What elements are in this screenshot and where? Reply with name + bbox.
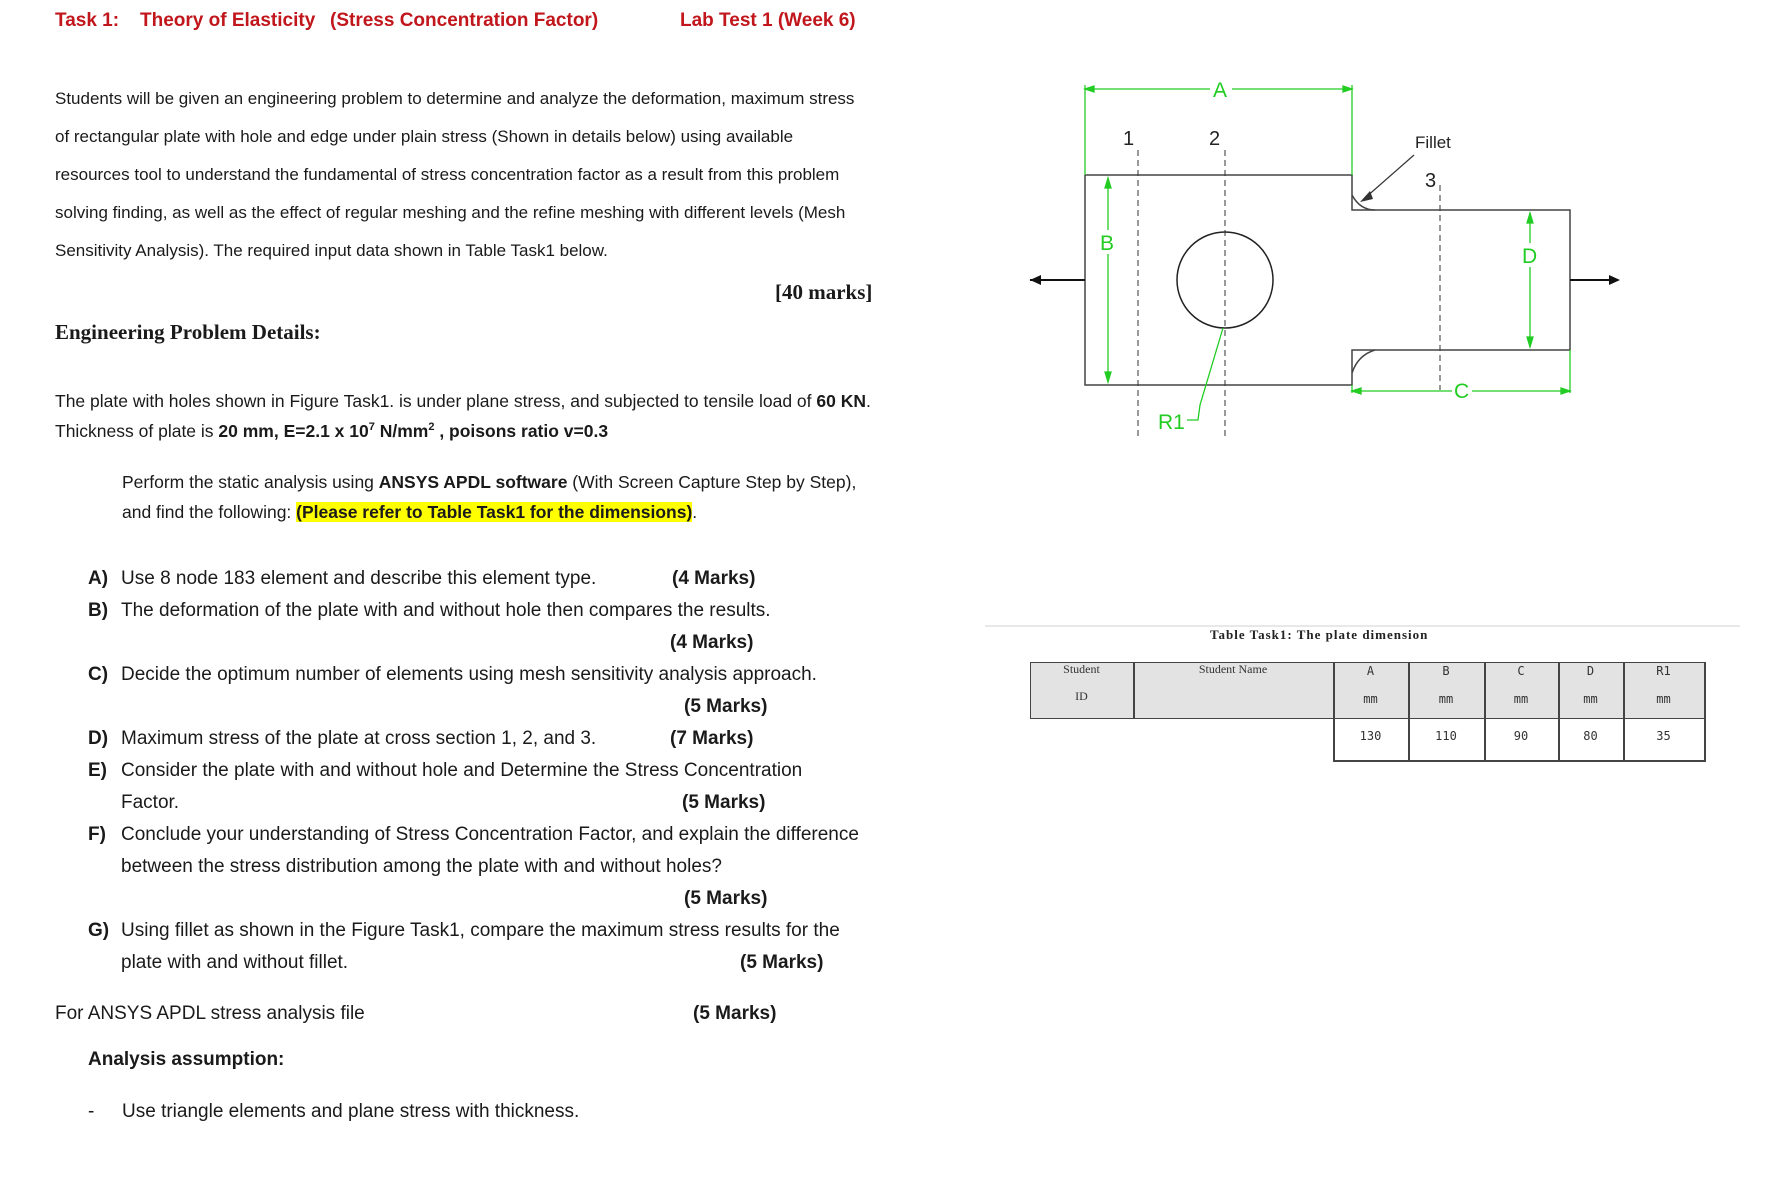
perform-line-1: Perform the static analysis using ANSYS APDL software (With Screen Capture Step by Step), [122, 472, 857, 492]
intro-line: resources tool to understand the fundamental of stress concentration factor as a result from this problem [55, 165, 840, 184]
task-subtitle: (Stress Concentration Factor) [330, 10, 599, 31]
column-unit: mm [1438, 692, 1454, 706]
dim-label-d: D [1522, 245, 1538, 268]
assumption-heading: Analysis assumption: [88, 1049, 285, 1070]
question-d: D) Maximum stress of the plate at cross section 1, 2, and 3. [88, 728, 597, 749]
problem-line-2: Thickness of plate is 20 mm, E=2.1 x $10^7$ $N/mm^2$ , poisons ratio v=0.3 [55, 421, 609, 441]
column-unit: mm [1656, 692, 1671, 706]
plate-figure [1030, 75, 1630, 510]
question-g-marks: (5 Marks) [740, 952, 824, 973]
dim-label-b: B [1100, 232, 1115, 255]
question-b: B) The deformation of the plate with and without hole then compares the results. [88, 600, 771, 621]
assumption-item: Use triangle elements and plane stress with thickness. [122, 1101, 580, 1122]
question-a-marks: (4 Marks) [672, 568, 756, 589]
section-label-1: 1 [1123, 128, 1135, 150]
section-label-2: 2 [1209, 128, 1221, 150]
load-arrowhead-left [1030, 275, 1041, 285]
question-c: C) Decide the optimum number of elements using mesh sensitivity analysis approach. [88, 664, 817, 685]
section-heading: Engineering Problem Details: [55, 320, 321, 344]
intro-paragraph [55, 80, 854, 270]
column-header: D [1586, 664, 1595, 678]
table-vline [1704, 662, 1706, 762]
column-header: C [1517, 664, 1525, 678]
column-header: R1 [1656, 664, 1671, 678]
column-header: A [1366, 664, 1375, 678]
dim-label-c: C [1454, 380, 1470, 403]
highlight-note: (Please refer to Table Task1 for the dimensions) [296, 502, 693, 522]
perform-line-2: and find the following: (Please refer to Table Task1 for the dimensions). [122, 502, 698, 522]
question-b-marks: (4 Marks) [670, 632, 754, 653]
section-label-3: 3 [1425, 170, 1437, 192]
table-title: Table Task1: The plate dimension [1210, 627, 1429, 642]
load-arrowhead-right [1609, 275, 1620, 285]
total-marks: [40 marks] [775, 280, 873, 304]
question-g: G) Using fillet as shown in the Figure Task1, compare the maximum stress results for the [88, 920, 840, 941]
lab-test-label: Lab Test 1 (Week 6) [680, 10, 856, 31]
table-cell: 110 [1435, 729, 1457, 743]
question-f-marks: (5 Marks) [684, 888, 768, 909]
table-cell: 130 [1359, 729, 1382, 743]
intro-line: solving finding, as well as the effect of regular meshing and the refine meshing with different levels (Mesh [55, 203, 846, 222]
plate-outline [1085, 175, 1570, 385]
question-c-marks: (5 Marks) [684, 696, 768, 717]
intro-line: of rectangular plate with hole and edge under plain stress (Shown in details below) using available [55, 127, 794, 146]
table-cell: 90 [1513, 729, 1529, 743]
task-title: Theory of Elasticity [140, 10, 316, 31]
table-cell: 80 [1583, 729, 1598, 743]
assumption-bullet: - [88, 1101, 95, 1122]
fillet-label: Fillet [1415, 133, 1451, 152]
task-label: Task 1: [55, 10, 120, 31]
intro-line: Students will be given an engineering problem to determine and analyze the deformation, maximum stress [55, 89, 855, 108]
column-unit: mm [1583, 692, 1598, 706]
column-unit: mm [1363, 692, 1378, 706]
question-e: E) Consider the plate with and without hole and Determine the Stress Concentration [88, 760, 803, 781]
intro-line: Sensitivity Analysis). The required input data shown in Table Task1 below. [55, 241, 608, 260]
apdl-file-label: For ANSYS APDL stress analysis file [55, 1003, 365, 1024]
dimension-lines [1085, 85, 1570, 420]
table-cell: 35 [1656, 729, 1671, 743]
header-student-name: Student Name [1198, 662, 1268, 676]
table-hline [1333, 760, 1705, 762]
problem-line-1: The plate with holes shown in Figure Task1. is under plane stress, and subjected to tensile load of 60 KN. [55, 391, 871, 411]
question-f: F) Conclude your understanding of Stress Concentration Factor, and explain the difference [88, 824, 859, 845]
fillet-bottom [1352, 350, 1375, 373]
column-header: B [1442, 664, 1450, 678]
dim-label-r1: R1 [1158, 411, 1185, 434]
question-d-marks: (7 Marks) [670, 728, 754, 749]
question-g-line-2: plate with and without fillet. [121, 952, 349, 973]
question-e-line-2: Factor. [121, 792, 180, 813]
column-unit: mm [1513, 692, 1529, 706]
apdl-file-marks: (5 Marks) [693, 1003, 777, 1024]
fillet-leader [1365, 155, 1414, 198]
question-f-line-2: between the stress distribution among the plate with and without holes? [121, 856, 722, 877]
header-student-id: Student ID [1063, 662, 1100, 703]
question-a: A) Use 8 node 183 element and describe this element type. [88, 568, 597, 589]
dim-label-a: A [1213, 79, 1228, 102]
question-e-marks: (5 Marks) [682, 792, 766, 813]
